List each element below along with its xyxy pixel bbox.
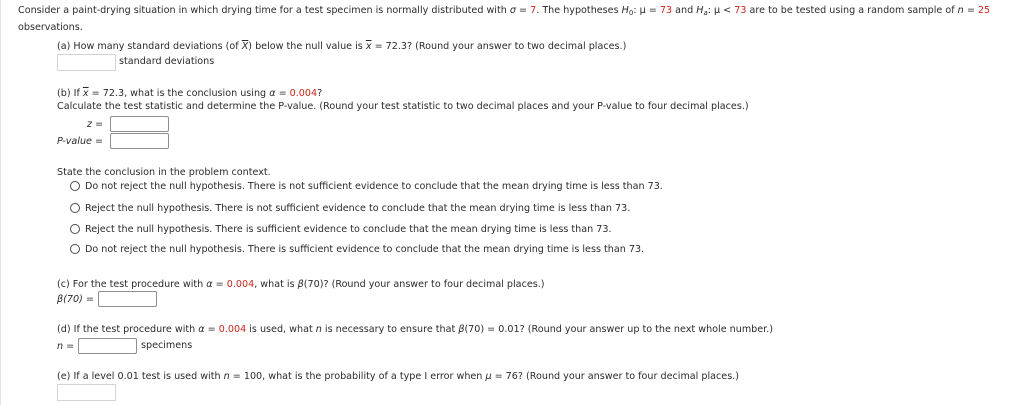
beta-input[interactable] <box>98 291 157 307</box>
part-d-question: (d) If the test procedure with α = 0.004 is used, what n is necessary to ensure that β(70) = 0.01? (Round your answer up to the next whole number.) <box>57 324 774 335</box>
p-value-input[interactable] <box>110 133 169 149</box>
part-b-question: (b) If $\overline{x} = 72.3$, what is the conclusion using α = 0.004? <box>57 88 323 99</box>
conclusion-option-4[interactable]: Do not reject the null hypothesis. There is sufficient evidence to conclude that the mean drying time is less than 73. <box>85 244 645 255</box>
part-d-unit: specimens <box>141 340 193 351</box>
z-label: z = <box>87 119 104 130</box>
part-e-answer-input[interactable] <box>57 384 116 401</box>
part-b-instructions: Calculate the test statistic and determine the P-value. (Round your test statistic to two decimal places and your P-value to four decimal places.) <box>57 101 749 112</box>
conclusion-prompt: State the conclusion in the problem context. <box>57 167 271 178</box>
p-value-label: P-value = <box>57 136 104 147</box>
conclusion-radio-2[interactable] <box>70 203 80 213</box>
z-input[interactable] <box>110 116 169 132</box>
n-label: n = <box>57 341 75 352</box>
left-border <box>0 0 1 405</box>
conclusion-option-1[interactable]: Do not reject the null hypothesis. There is not sufficient evidence to conclude that the mean drying time is less than 73. <box>85 181 663 192</box>
conclusion-radio-4[interactable] <box>70 244 80 254</box>
part-e-question: (e) If a level 0.01 test is used with n = 100, what is the probability of a type I error when μ = 76? (Round your answer to four decimal places.) <box>57 371 739 382</box>
beta-label: β(70) = <box>57 294 94 305</box>
conclusion-radio-1[interactable] <box>70 181 80 191</box>
conclusion-option-3[interactable]: Reject the null hypothesis. There is sufficient evidence to conclude that the mean drying time is less than 73. <box>85 224 612 235</box>
part-a-answer-input[interactable] <box>57 54 116 71</box>
conclusion-option-2[interactable]: Reject the null hypothesis. There is not sufficient evidence to conclude that the mean drying time is less than 73. <box>85 203 631 214</box>
part-a-question: (a) How many standard deviations (of $\overline{X}$) below the null value is $\overline{x} = 72.3$? (Round your answer to two decimal places.) <box>57 41 627 52</box>
problem-intro-cont: observations. <box>18 22 83 33</box>
conclusion-radio-3[interactable] <box>70 224 80 234</box>
problem-intro: Consider a paint-drying situation in which drying time for a test specimen is normally distributed with σ = 7. The hypotheses $H_0$: μ = 73 and $H_a$: μ < 73 are to be tested using a random sample of n = 25 <box>18 5 991 17</box>
part-a-unit: standard deviations <box>119 56 215 67</box>
part-c-question: (c) For the test procedure with α = 0.004, what is β(70)? (Round your answer to four decimal places.) <box>57 279 545 290</box>
n-input[interactable] <box>78 338 137 354</box>
